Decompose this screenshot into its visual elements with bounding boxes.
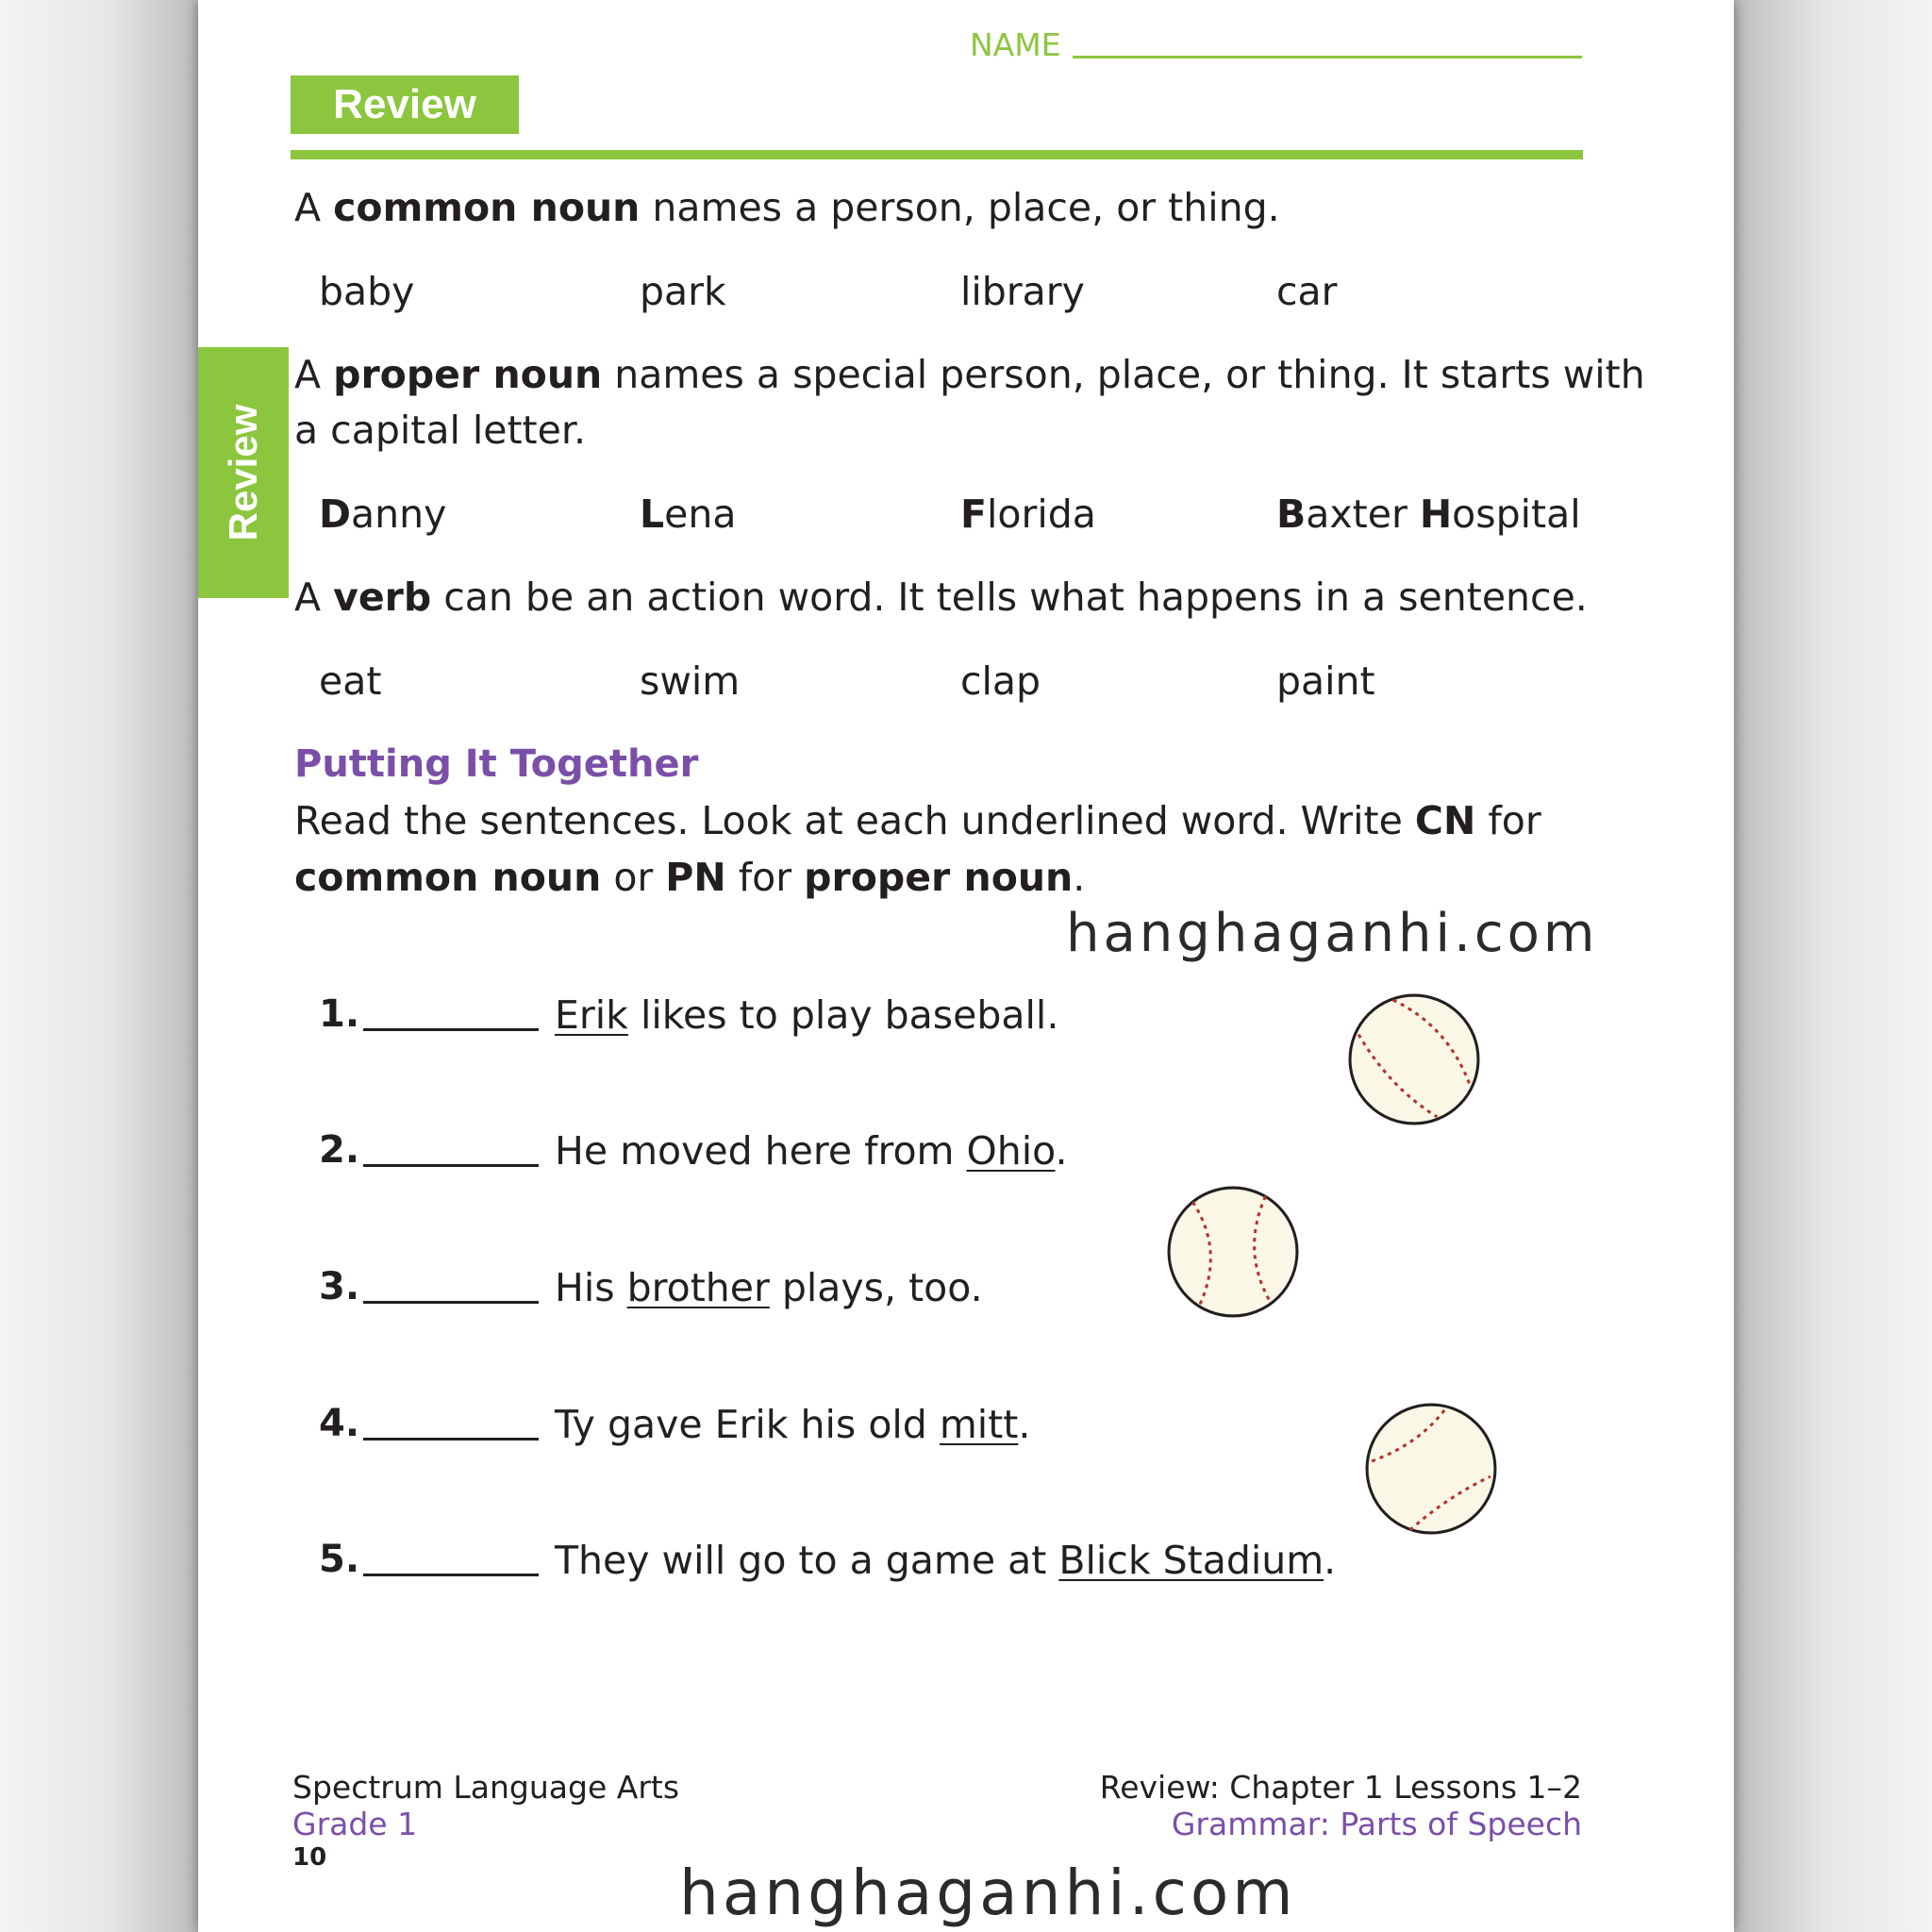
sentence-text: His (555, 1265, 627, 1310)
definition-text: can be an action word. It tells what happens in a sentence. (431, 575, 1588, 620)
exercise-sentence (555, 1128, 1068, 1174)
watermark: hanghaganhi.com (679, 1857, 1297, 1929)
side-tab-label: Review (221, 404, 265, 541)
instruction-text: for (1475, 798, 1541, 843)
answer-blank[interactable] (363, 1164, 539, 1167)
verb-definition (294, 575, 1588, 620)
answer-blank[interactable] (363, 1028, 539, 1031)
capital-letter: B (1276, 491, 1307, 537)
exercise-number: 5. (319, 1538, 360, 1581)
example-word: park (640, 269, 726, 314)
definition-text: names a special person, place, or thing. It starts with (602, 352, 1645, 397)
instruction-text: . (1073, 855, 1086, 900)
exercise-number: 2. (319, 1128, 360, 1172)
exercise-sentence (555, 1402, 1030, 1447)
sentence-text: Ty gave Erik his old (555, 1402, 940, 1447)
watermark: hanghaganhi.com (1066, 903, 1599, 964)
answer-blank[interactable] (363, 1574, 539, 1576)
definition-text: A (294, 575, 334, 620)
definition-term: verb (333, 575, 432, 620)
example-word: paint (1276, 658, 1375, 704)
header-rule (291, 150, 1583, 159)
definition-term: common noun (333, 185, 641, 230)
background-right (1734, 0, 1932, 1932)
exercise-number: 4. (319, 1402, 360, 1445)
word-rest: axter (1306, 491, 1420, 537)
name-write-line[interactable] (1073, 56, 1582, 58)
example-word (960, 491, 1096, 537)
footer-chapter: Review: Chapter 1 Lessons 1–2 (1099, 1769, 1582, 1806)
word-rest: ospital (1452, 491, 1581, 537)
exercise-sentence (555, 1265, 983, 1310)
example-word: clap (960, 658, 1041, 704)
worksheet-page (198, 0, 1734, 1932)
definition-text: A (294, 352, 334, 397)
capital-letter: H (1419, 491, 1453, 537)
capital-letter: D (319, 491, 352, 537)
footer-subject: Grammar: Parts of Speech (1171, 1806, 1582, 1842)
proper-noun-definition-line2: a capital letter. (294, 408, 586, 453)
word-rest: ena (664, 491, 737, 537)
exercise-sentence (555, 1538, 1336, 1583)
background-left (0, 0, 198, 1932)
instructions-line1 (294, 798, 1541, 843)
word-rest: anny (351, 491, 447, 537)
page-number: 10 (292, 1843, 327, 1872)
common-noun-definition (294, 185, 1280, 230)
capital-letter: L (640, 491, 665, 537)
instruction-text: Read the sentences. Look at each underlined word. Write (294, 798, 1415, 843)
word-rest: lorida (987, 491, 1096, 537)
instruction-term: PN (665, 855, 726, 900)
example-word (319, 491, 446, 537)
sentence-text: He moved here from (555, 1128, 967, 1174)
instruction-text: for (725, 855, 805, 900)
baseball-icon (1364, 1402, 1498, 1536)
sentence-text: . (1324, 1538, 1337, 1583)
exercise-sentence (555, 992, 1058, 1038)
name-label: NAME (970, 26, 1061, 63)
example-word: eat (319, 658, 382, 704)
example-word (640, 491, 736, 537)
example-word (1276, 491, 1581, 537)
exercise-number: 1. (319, 992, 360, 1036)
review-title: Review (291, 75, 519, 134)
instructions-line2 (294, 855, 1085, 900)
answer-blank[interactable] (363, 1438, 539, 1441)
section-heading: Putting It Together (294, 742, 699, 786)
exercise-number: 3. (319, 1265, 360, 1308)
example-word: baby (319, 269, 415, 314)
example-word: swim (640, 658, 741, 704)
example-word: car (1276, 269, 1338, 314)
underlined-word: mitt (939, 1402, 1019, 1447)
instruction-term: proper noun (804, 855, 1074, 900)
capital-letter: F (960, 491, 988, 537)
footer-book-title: Spectrum Language Arts (292, 1769, 680, 1806)
example-word: library (960, 269, 1085, 314)
definition-text: A (294, 185, 334, 230)
definition-text: names a person, place, or thing. (640, 185, 1280, 230)
underlined-word: Ohio (966, 1128, 1056, 1174)
sentence-text: . (1018, 1402, 1031, 1447)
sentence-text: . (1055, 1128, 1068, 1174)
instruction-term: common noun (294, 855, 602, 900)
underlined-word: Erik (555, 992, 628, 1038)
baseball-icon (1347, 992, 1481, 1126)
side-tab (198, 347, 289, 598)
footer-grade: Grade 1 (292, 1806, 418, 1842)
proper-noun-definition (294, 352, 1645, 397)
underlined-word: Blick Stadium (1058, 1538, 1324, 1583)
sentence-text: plays, too. (769, 1265, 983, 1310)
definition-term: proper noun (333, 352, 603, 397)
instruction-text: or (601, 855, 666, 900)
baseball-icon (1166, 1185, 1300, 1319)
underlined-word: brother (626, 1265, 770, 1310)
answer-blank[interactable] (363, 1301, 539, 1304)
sentence-text: likes to play baseball. (627, 992, 1059, 1038)
instruction-term: CN (1414, 798, 1476, 843)
sentence-text: They will go to a game at (555, 1538, 1059, 1583)
